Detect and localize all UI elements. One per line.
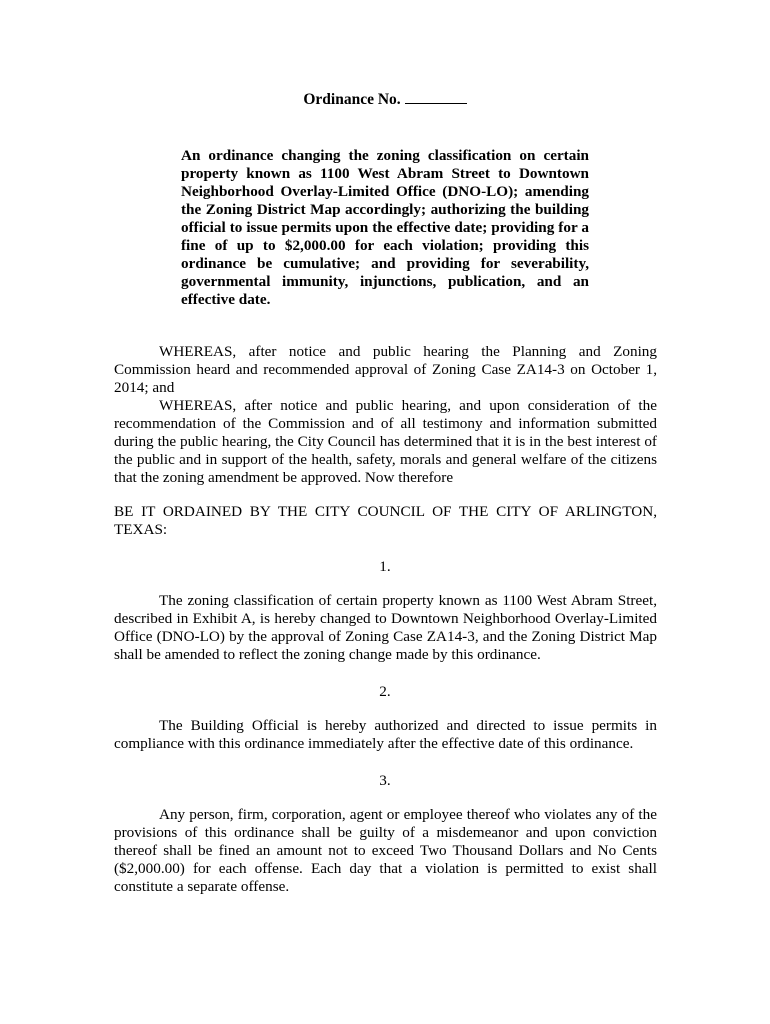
ordinance-caption: An ordinance changing the zoning classification on certain property known as 1100 West Abram Street to Downtown Neighborhood Overlay-Limited Office (DNO-LO); amending the Zoning District Map accordingly; authorizing the building official to issue permits upon the effective date; providing for a fine of up to $2,000.00 for each violation; providing this ordinance be cumulative; and providing for severability, governmental immunity, injunctions, publication, and an effective date.: [181, 147, 589, 308]
section-number-2: 2.: [379, 683, 391, 700]
section-number-3: 3.: [379, 772, 391, 789]
enacting-clause: BE IT ORDAINED BY THE CITY COUNCIL OF THE CITY OF ARLINGTON, TEXAS:: [114, 503, 657, 538]
section-text-2: The Building Official is hereby authorized and directed to issue permits in compliance with this ordinance immediately after the effective date of this ordinance.: [114, 717, 657, 752]
whereas-clause-2: WHEREAS, after notice and public hearing, and upon consideration of the recommendation of the Commission and of all testimony and information submitted during the public hearing, the City Council has determined that it is in the best interest of the public and in support of the health, safety, morals and general welfare of the citizens that the zoning amendment be approved. Now therefore: [114, 397, 657, 486]
ordinance-title-label: Ordinance No.: [303, 91, 401, 108]
section-text-3: Any person, firm, corporation, agent or employee thereof who violates any of the provisions of this ordinance shall be guilty of a misdemeanor and upon conviction thereof shall be fined an amount not to exceed Two Thousand Dollars and No Cents ($2,000.00) for each offense. Each day that a violation is permitted to exist shall constitute a separate offense.: [114, 806, 657, 895]
section-number-1: 1.: [379, 558, 391, 575]
ordinance-number-blank: [405, 91, 467, 104]
ordinance-title: [0, 91, 770, 109]
section-text-1: The zoning classification of certain property known as 1100 West Abram Street, described in Exhibit A, is hereby changed to Downtown Neighborhood Overlay-Limited Office (DNO-LO) by the approval of Zoning Case ZA14-3, and the Zoning District Map shall be amended to reflect the zoning change made by this ordinance.: [114, 592, 657, 663]
whereas-clause-1: WHEREAS, after notice and public hearing the Planning and Zoning Commission heard and recommended approval of Zoning Case ZA14-3 on October 1, 2014; and: [114, 343, 657, 396]
